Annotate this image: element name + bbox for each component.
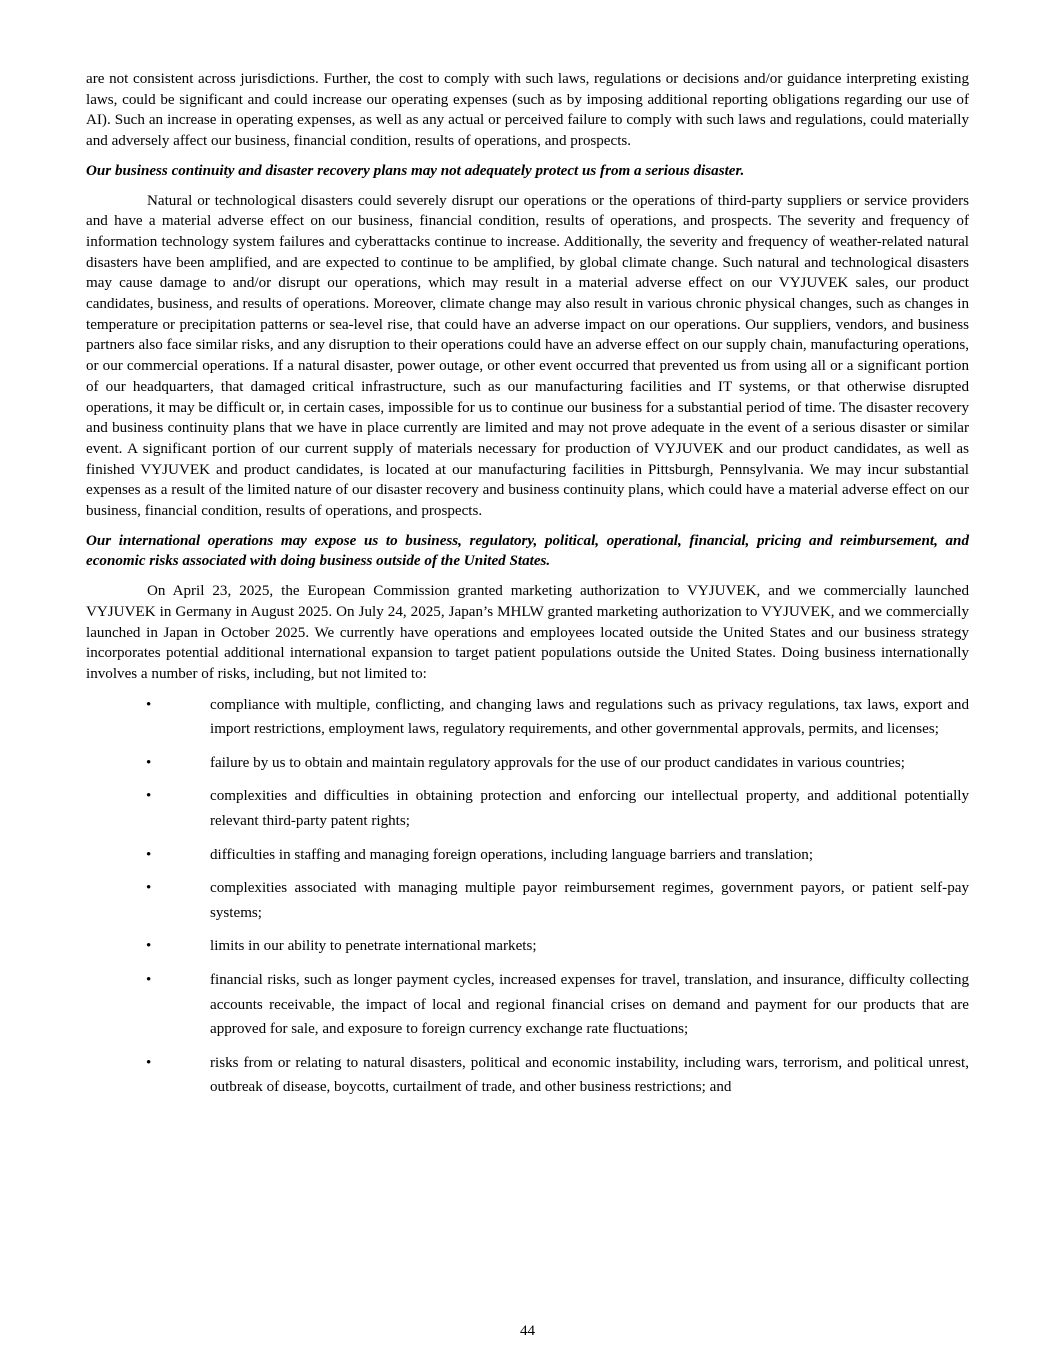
bullet-text: complexities and difficulties in obtaining protection and enforcing our intellectual property, and additional potentially relevant third-party patent rights; xyxy=(210,788,969,830)
bullet-icon: • xyxy=(146,696,152,713)
bullet-icon: • xyxy=(146,846,152,863)
disaster-recovery-paragraph: Natural or technological disasters could severely disrupt our operations or the operations of third-party suppliers or service providers and have a material adverse effect on our business, financial condition, results of operations, and prospects. The severity and frequency of information technology system failures and cyberattacks continue to increase. Additionally, the severity and frequency of weather-related natural disasters have been amplified, and are expected to continue to be amplified, by global climate change. Such natural and technological disasters may cause damage to and/or disrupt our operations, which may result in a material adverse effect on our VYJUVEK sales, our product candidates, business, and results of operations. Moreover, climate change may also result in various chronic physical changes, such as changes in temperature or precipitation patterns or sea-level rise, that could have an adverse impact on our operations. Our suppliers, vendors, and business partners also face similar risks, and any disruption to their operations could have an adverse effect on our supply chain, manufacturing operations, or our commercial operations. If a natural disaster, power outage, or other event occurred that prevented us from using all or a significant portion of our headquarters, that damaged critical infrastructure, such as our manufacturing facilities and IT systems, or that otherwise disrupted operations, it may be difficult or, in certain cases, impossible for us to continue our business for a substantial period of time. The disaster recovery and business continuity plans that we have in place currently are limited and may not prove adequate in the event of a serious disaster or similar event. A significant portion of our current supply of materials necessary for production of VYJUVEK and our product candidates, as well as finished VYJUVEK and product candidates, is located at our manufacturing facilities in Pittsburgh, Pennsylvania. We may incur substantial expenses as a result of the limited nature of our disaster recovery and business continuity plans, which could have a material adverse effect on our business, financial condition, results of operations, and prospects. xyxy=(86,192,969,520)
bullet-text: financial risks, such as longer payment cycles, increased expenses for travel, translation, and insurance, difficulty collecting accounts receivable, the impact of local and regional financial crises on demand and payment for our products that are approved for sale, and exposure to foreign currency exchange rate fluctuations; xyxy=(210,972,969,1038)
bullet-text: limits in our ability to penetrate international markets; xyxy=(210,938,537,955)
list-item xyxy=(86,751,969,776)
bullet-icon: • xyxy=(146,880,152,897)
bullet-icon: • xyxy=(146,972,152,989)
bullet-icon: • xyxy=(146,754,152,771)
international-operations-paragraph: On April 23, 2025, the European Commission granted marketing authorization to VYJUVEK, and we commercially launched VYJUVEK in Germany in August 2025. On July 24, 2025, Japan’s MHLW granted marketing authorization to VYJUVEK, and we commercially launched in Japan in October 2025. We currently have operations and employees located outside the United States and our business strategy incorporates potential additional international expansion to target patient populations outside the United States. Doing business internationally involves a number of risks, including, but not limited to: xyxy=(86,583,969,682)
list-item xyxy=(86,784,969,833)
bullet-text: complexities associated with managing multiple payor reimbursement regimes, government payors, or patient self-pay systems; xyxy=(210,880,969,921)
heading-international-operations: Our international operations may expose us to business, regulatory, political, operational, financial, pricing and reimbursement, and economic risks associated with doing business outside of the United States. xyxy=(86,532,969,570)
heading-disaster-recovery: Our business continuity and disaster recovery plans may not adequately protect us from a serious disaster. xyxy=(86,162,745,179)
list-item xyxy=(86,934,969,959)
list-item xyxy=(86,876,969,925)
bullet-icon: • xyxy=(146,1054,152,1071)
bullet-text: compliance with multiple, conflicting, and changing laws and regulations such as privacy regulations, tax laws, export and import restrictions, employment laws, regulatory requirements, and other governmental approvals, permits, and licenses; xyxy=(210,696,969,738)
list-item xyxy=(86,693,969,742)
bullet-text: difficulties in staffing and managing foreign operations, including language barriers and translation; xyxy=(210,846,814,863)
list-item xyxy=(86,1051,969,1100)
bullet-text: failure by us to obtain and maintain regulatory approvals for the use of our product candidates in various countries; xyxy=(210,754,905,771)
document-page xyxy=(86,69,969,1100)
risk-bullet-list xyxy=(86,693,969,1100)
list-item xyxy=(86,843,969,868)
bullet-icon: • xyxy=(146,938,152,955)
bullet-text: risks from or relating to natural disasters, political and economic instability, including wars, terrorism, and political unrest, outbreak of disease, boycotts, curtailment of trade, and other business restrictions; and xyxy=(210,1054,969,1096)
list-item xyxy=(86,968,969,1042)
bullet-icon: • xyxy=(146,788,152,805)
intro-paragraph: are not consistent across jurisdictions. Further, the cost to comply with such laws, regulations or decisions and/or guidance interpreting existing laws, could be significant and could increase our operating expenses (such as by imposing additional reporting obligations regarding our use of AI). Such an increase in operating expenses, as well as any actual or perceived failure to comply with such laws and regulations, could materially and adversely affect our business, financial condition, results of operations, and prospects. xyxy=(86,71,969,150)
page-number: 44 xyxy=(519,1323,536,1339)
